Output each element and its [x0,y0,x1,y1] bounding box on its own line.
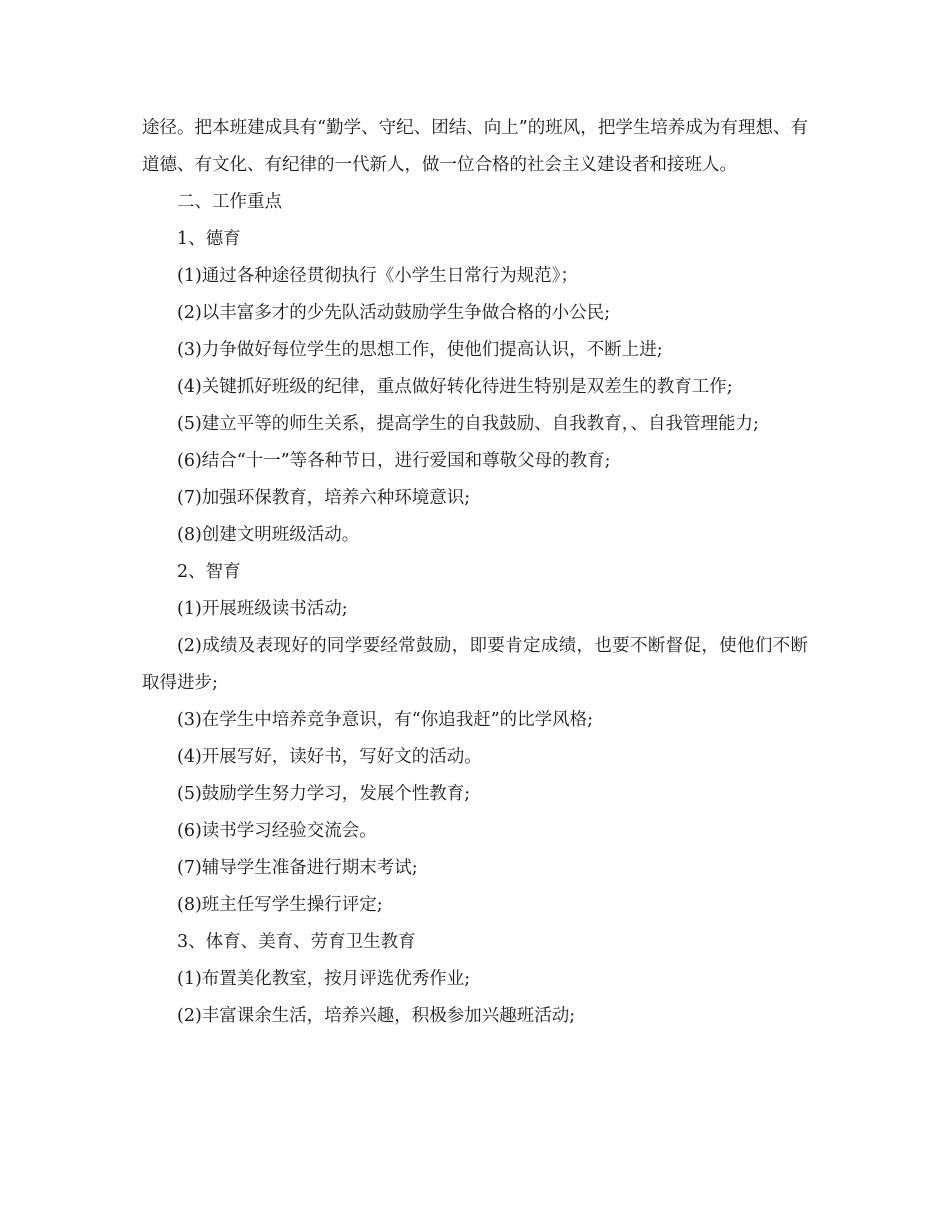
subheading-physical-aesthetic-labor-education: 3、体育、美育、劳育卫生教育 [177,932,416,952]
list-item: (3)力争做好每位学生的思想工作，使他们提高认识，不断上进; [177,340,663,360]
list-item: (8)创建文明班级活动。 [177,525,360,545]
subheading-intellectual-education: 2、智育 [177,562,241,582]
list-item: (1)布置美化教室，按月评选优秀作业; [177,969,471,989]
list-item: (4)关键抓好班级的纪律，重点做好转化待进生特别是双差生的教育工作; [177,377,733,397]
list-item: (2)成绩及表现好的同学要经常鼓励，即要肯定成绩，也要不断督促，使他们不断取得进步; [142,636,808,693]
section-heading-work-focus: 二、工作重点 [177,192,282,212]
list-item: (1)通过各种途径贯彻执行《小学生日常行为规范》； [177,266,579,286]
list-item: (5)鼓励学生努力学习，发展个性教育; [177,784,471,804]
list-item: (2)丰富课余生活，培养兴趣，积极参加兴趣班活动; [177,1006,576,1026]
list-item: (3)在学生中培养竞争意识，有“你追我赶”的比学风格; [177,710,594,730]
list-item: (6)结合“十一”等各种节日，进行爱国和尊敬父母的教育; [177,451,611,471]
list-item: (5)建立平等的师生关系，提高学生的自我鼓励、自我教育，、自我管理能力; [177,414,759,434]
list-item: (6)读书学习经验交流会。 [177,821,377,841]
list-item: (2)以丰富多才的少先队活动鼓励学生争做合格的小公民; [177,303,611,323]
list-item: (7)加强环保教育，培养六种环境意识; [177,488,471,508]
list-item: (7)辅导学生准备进行期末考试; [177,858,418,878]
document-body [142,110,808,1035]
paragraph-intro-continuation: 途径。把本班建成具有“勤学、守纪、团结、向上”的班风，把学生培养成为有理想、有道德、有文化、有纪律的一代新人，做一位合格的社会主义建设者和接班人。 [142,118,808,175]
list-item: (8)班主任写学生操行评定; [177,895,383,915]
list-item: (1)开展班级读书活动; [177,599,348,619]
subheading-moral-education: 1、德育 [177,229,241,249]
list-item: (4)开展写好，读好书，写好文的活动。 [177,747,482,767]
